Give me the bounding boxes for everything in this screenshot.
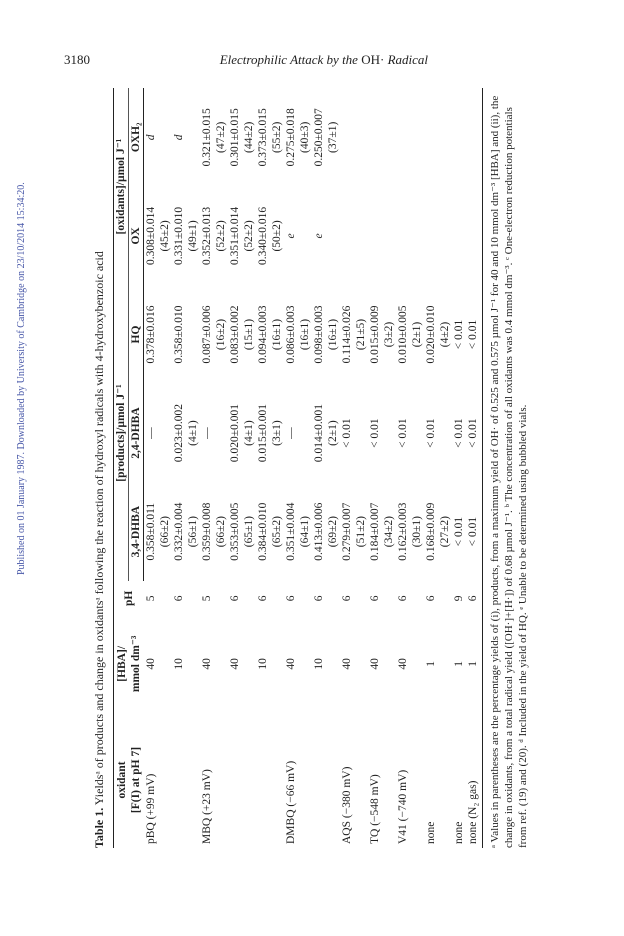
- value-cell: [200, 285, 228, 384]
- header-oxidant-line2: [F(I) at pH 7]: [129, 746, 142, 814]
- percent-line: (50±2): [271, 220, 283, 252]
- running-title-prefix: Electrophilic Attack by the: [219, 52, 362, 67]
- value-line: 0.086±0.003: [285, 305, 297, 364]
- value-line: 0.279±0.007: [341, 502, 353, 561]
- value-cell: [144, 285, 173, 384]
- percent-line: (4±1): [187, 420, 199, 446]
- hba-cell: 1: [425, 661, 437, 667]
- percent-line: (34±2): [383, 516, 395, 548]
- value-cell: [312, 384, 340, 483]
- hba-cell: 10: [173, 658, 185, 670]
- table-row: [284, 88, 312, 848]
- value-line: 0.250±0.007: [313, 108, 325, 167]
- percent-line: (51±2): [355, 516, 367, 548]
- value-cell: [228, 285, 256, 384]
- table-row: [200, 88, 228, 848]
- percent-line: (2±1): [327, 420, 339, 446]
- ph-cell: 6: [425, 595, 437, 602]
- value-line: 0.087±0.006: [201, 305, 213, 364]
- value-line: 0.083±0.002: [229, 305, 241, 364]
- value-cell: [340, 384, 368, 483]
- results-table: [113, 88, 483, 848]
- value-cell: [368, 187, 396, 286]
- ph-cell: 6: [257, 595, 269, 602]
- value-line: 0.340±0.016: [257, 206, 269, 265]
- value-cell: [396, 482, 424, 581]
- value-line: < 0.01: [453, 319, 465, 350]
- percent-line: (3±1): [271, 420, 283, 446]
- percent-line: (4±2): [439, 321, 451, 348]
- value-cell: [256, 384, 284, 483]
- header-ox: OX: [129, 187, 144, 286]
- table-row: [172, 88, 200, 848]
- value-cell: [466, 285, 483, 384]
- value-line: 0.010±0.005: [397, 305, 409, 364]
- oxidant-cell: pBQ (+99 mV): [144, 773, 157, 844]
- percent-line: (21±5): [355, 318, 367, 351]
- value-cell: [424, 187, 452, 286]
- percent-line: (3±2): [383, 321, 395, 348]
- value-line: 0.301±0.015: [229, 108, 241, 167]
- value-cell: [228, 88, 256, 187]
- table-row: [312, 88, 340, 848]
- value-cell: [452, 88, 466, 187]
- value-line: 0.014±0.001: [313, 404, 325, 463]
- value-line: < 0.01: [341, 418, 353, 448]
- value-line: 0.321±0.015: [201, 108, 213, 167]
- oxidant-cell: AQS (−380 mV): [341, 766, 353, 844]
- value-cell: [284, 187, 312, 286]
- value-line: < 0.01: [453, 516, 465, 547]
- value-line: < 0.01: [369, 418, 381, 448]
- percent-line: (52±2): [215, 220, 227, 252]
- value-cell: [228, 384, 256, 483]
- ph-cell: 9: [453, 595, 465, 602]
- value-line: < 0.01: [397, 418, 409, 448]
- value-cell: [284, 88, 312, 187]
- percent-line: (27±2): [439, 516, 451, 548]
- value-line: 0.094±0.003: [257, 305, 269, 364]
- percent-line: (66±2): [159, 516, 171, 548]
- value-cell: [172, 187, 200, 286]
- percent-line: (45±2): [159, 220, 171, 252]
- value-cell: [284, 285, 312, 384]
- value-line: 0.023±0.002: [173, 404, 185, 463]
- hba-cell: 40: [341, 658, 353, 670]
- value-line: 0.098±0.003: [313, 305, 325, 364]
- value-cell: [466, 384, 483, 483]
- value-cell: [424, 285, 452, 384]
- percent-line: (64±1): [299, 516, 311, 548]
- header-ph: pH: [114, 581, 144, 616]
- ph-cell: 6: [313, 595, 325, 602]
- download-watermark: [16, 155, 30, 575]
- percent-line: (40±3): [299, 121, 311, 153]
- value-cell: [340, 88, 368, 187]
- value-cell: [466, 482, 483, 581]
- value-line: 0.308±0.014: [145, 206, 157, 265]
- value-line: < 0.01: [467, 319, 479, 350]
- table-row: [466, 88, 483, 848]
- value-line: 0.353±0.005: [229, 502, 241, 561]
- value-cell: [368, 482, 396, 581]
- value-line: 0.020±0.010: [425, 305, 437, 364]
- table-row: [144, 88, 173, 848]
- value-cell: [340, 482, 368, 581]
- value-line: 0.384±0.010: [257, 502, 269, 561]
- value-cell: [228, 482, 256, 581]
- percent-line: (55±2): [271, 121, 283, 153]
- value-line: 0.332±0.004: [173, 502, 185, 561]
- value-line: 0.351±0.004: [285, 502, 297, 561]
- header-oxidant: [114, 712, 144, 848]
- hba-cell: 40: [201, 658, 213, 670]
- header-oxidants-group: [oxidants]/µmol J⁻¹: [114, 88, 129, 285]
- value-cell: [424, 384, 452, 483]
- value-cell: [340, 187, 368, 286]
- value-line: 0.168±0.009: [425, 502, 437, 561]
- value-cell: [466, 88, 483, 187]
- table-footnote: ᵃ Values in parentheses are the percentage yields of (i), products, from a maximum yield of OH· of 0.525 and 0.575 µmol J⁻¹ for 40 and 10 mmol dm⁻³ [HBA] and (ii), the change in oxidants, from a total radical yield ([OH·]+[H·]) of 0.68 µmol J⁻¹. ᵇ The concentration of all oxidants was 0.4 mmol dm⁻³. ᶜ One-electron reduction potentials from ref. (19) and (20). ᵈ Included in the yield of HQ. ᵉ Unable to be determined using bubbled vials.: [489, 95, 529, 848]
- value-cell: [424, 88, 452, 187]
- table-row: [256, 88, 284, 848]
- value-cell: [256, 88, 284, 187]
- ph-cell: 6: [397, 595, 409, 602]
- ph-cell: 6: [341, 595, 353, 602]
- value-cell: [452, 482, 466, 581]
- value-line: 0.358±0.010: [173, 305, 185, 364]
- oxidant-cell: [312, 712, 340, 848]
- value-line: 0.373±0.015: [257, 108, 269, 167]
- value-cell: [200, 187, 228, 286]
- header-hba-line1: [HBA]/: [115, 645, 128, 682]
- percent-line: (30±1): [411, 516, 423, 548]
- value-cell: [144, 187, 173, 286]
- value-line: 0.184±0.007: [369, 502, 381, 561]
- page-number: 3180: [64, 52, 90, 67]
- table-row: [340, 88, 368, 848]
- running-title: [220, 52, 428, 68]
- header-34dhba: 3,4-DHBA: [129, 482, 144, 581]
- header-products-group: [products]/µmol J⁻¹: [114, 285, 129, 581]
- value-line: —: [285, 427, 297, 439]
- hba-cell: 1: [466, 616, 483, 712]
- oxidant-cell: DMBQ (−66 mV): [285, 760, 297, 844]
- value-line: 0.352±0.013: [201, 206, 213, 265]
- value-line: —: [145, 427, 157, 439]
- value-line: 0.275±0.018: [285, 108, 297, 167]
- value-cell: [284, 384, 312, 483]
- percent-line: (47±2): [215, 121, 227, 153]
- value-cell: [424, 482, 452, 581]
- value-cell: [340, 285, 368, 384]
- oxidant-cell: [228, 712, 256, 848]
- percent-line: (4±1): [243, 420, 255, 446]
- value-cell: [172, 482, 200, 581]
- table-caption-text: Yieldsᵃ of products and change in oxidantsᵃ following the reaction of hydroxyl radicals with 4-hydroxybenzoic acid: [92, 251, 106, 808]
- value-cell: [452, 285, 466, 384]
- value-cell: [312, 88, 340, 187]
- value-cell: [396, 384, 424, 483]
- ph-cell: 6: [285, 595, 297, 602]
- value-line: —: [201, 427, 213, 439]
- header-24dhba: 2,4-DHBA: [129, 384, 144, 483]
- oxidant-cell: MBQ (+23 mV): [201, 769, 213, 844]
- running-title-radical: OH·: [361, 52, 385, 67]
- percent-line: (56±1): [187, 516, 199, 548]
- hba-cell: 40: [144, 658, 157, 670]
- table-caption-label: Table 1.: [92, 807, 106, 848]
- percent-line: (2±1): [411, 321, 423, 348]
- value-cell: [228, 187, 256, 286]
- oxidant-cell: none: [453, 821, 465, 844]
- value-line: e: [313, 233, 325, 239]
- value-line: < 0.01: [467, 418, 479, 448]
- value-line: 0.020±0.001: [229, 404, 241, 463]
- value-line: < 0.01: [453, 418, 465, 448]
- header-oxh2: OXH₂: [129, 88, 144, 187]
- watermark-text: Published on 01 January 1987. Downloaded by University of Cambridge on 23/10/2014 15:34:20.: [16, 182, 27, 575]
- percent-line: (65±1): [243, 516, 255, 548]
- header-oxidant-line1: oxidant: [115, 761, 128, 799]
- percent-line: (69±2): [327, 516, 339, 548]
- value-cell: [172, 384, 200, 483]
- value-cell: [368, 285, 396, 384]
- rotated-table-block: [92, 88, 542, 848]
- ph-cell: 6: [466, 581, 483, 616]
- percent-line: (52±2): [243, 220, 255, 252]
- value-cell: [144, 88, 173, 187]
- value-cell: [396, 88, 424, 187]
- ph-cell: 6: [369, 595, 381, 602]
- percent-line: (44±2): [243, 121, 255, 153]
- value-cell: [396, 285, 424, 384]
- percent-line: (49±1): [187, 220, 199, 252]
- value-cell: [172, 88, 200, 187]
- value-cell: [172, 285, 200, 384]
- value-cell: [466, 187, 483, 286]
- value-line: 0.015±0.001: [257, 404, 269, 463]
- oxidant-cell: none (N₂ gas): [466, 712, 483, 848]
- oxidant-cell: V41 (−740 mV): [397, 769, 409, 844]
- ph-cell: 6: [229, 595, 241, 602]
- table-caption: [92, 88, 107, 848]
- value-line: d: [173, 134, 185, 141]
- header-hq: HQ: [129, 285, 144, 384]
- value-cell: [368, 88, 396, 187]
- hba-cell: 40: [397, 658, 409, 670]
- value-cell: [312, 187, 340, 286]
- ph-cell: 5: [144, 595, 157, 602]
- value-cell: [368, 384, 396, 483]
- percent-line: (37±1): [327, 121, 339, 153]
- table-row: [452, 88, 466, 848]
- value-line: < 0.01: [425, 418, 437, 448]
- value-line: < 0.01: [467, 516, 479, 547]
- oxidant-cell: [256, 712, 284, 848]
- value-line: 0.331±0.010: [173, 206, 185, 265]
- hba-cell: 10: [313, 658, 325, 670]
- value-cell: [200, 384, 228, 483]
- table-row: [396, 88, 424, 848]
- value-cell: [144, 482, 173, 581]
- value-cell: [256, 482, 284, 581]
- hba-cell: 40: [229, 658, 241, 670]
- percent-line: (15±1): [243, 318, 255, 351]
- percent-line: (16±1): [299, 318, 311, 351]
- value-line: 0.378±0.016: [145, 305, 157, 364]
- value-cell: [312, 482, 340, 581]
- value-cell: [396, 187, 424, 286]
- percent-line: (16±1): [271, 318, 283, 351]
- table-body: [144, 88, 483, 848]
- value-cell: [284, 482, 312, 581]
- value-line: 0.359±0.008: [201, 502, 213, 561]
- percent-line: (16±1): [327, 318, 339, 351]
- value-line: d: [145, 134, 157, 141]
- table-row: [368, 88, 396, 848]
- value-line: 0.351±0.014: [229, 206, 241, 265]
- table-row: [228, 88, 256, 848]
- hba-cell: 10: [257, 658, 269, 670]
- table-row: [424, 88, 452, 848]
- ph-cell: 5: [201, 595, 213, 602]
- value-line: 0.114±0.026: [341, 305, 353, 364]
- header-hba: [114, 616, 144, 712]
- hba-cell: 40: [285, 658, 297, 670]
- oxidant-cell: TQ (−548 mV): [369, 774, 381, 844]
- percent-line: (65±2): [271, 516, 283, 548]
- percent-line: (16±2): [215, 318, 227, 351]
- value-cell: [256, 187, 284, 286]
- ph-cell: 6: [173, 595, 185, 602]
- value-cell: [452, 384, 466, 483]
- hba-cell: 40: [369, 658, 381, 670]
- value-line: e: [285, 233, 297, 239]
- value-line: 0.162±0.003: [397, 502, 409, 561]
- value-cell: [256, 285, 284, 384]
- oxidant-cell: none: [425, 821, 437, 844]
- hba-cell: 1: [453, 661, 465, 667]
- header-hba-line2: mmol dm⁻³: [129, 635, 142, 693]
- value-line: 0.413±0.006: [313, 502, 325, 561]
- value-cell: [144, 384, 173, 483]
- oxidant-cell: [172, 712, 200, 848]
- value-line: 0.015±0.009: [369, 305, 381, 364]
- value-cell: [200, 482, 228, 581]
- value-line: 0.358±0.011: [145, 502, 157, 561]
- value-cell: [200, 88, 228, 187]
- percent-line: (66±2): [215, 516, 227, 548]
- running-title-suffix: Radical: [384, 52, 428, 67]
- value-cell: [312, 285, 340, 384]
- value-cell: [452, 187, 466, 286]
